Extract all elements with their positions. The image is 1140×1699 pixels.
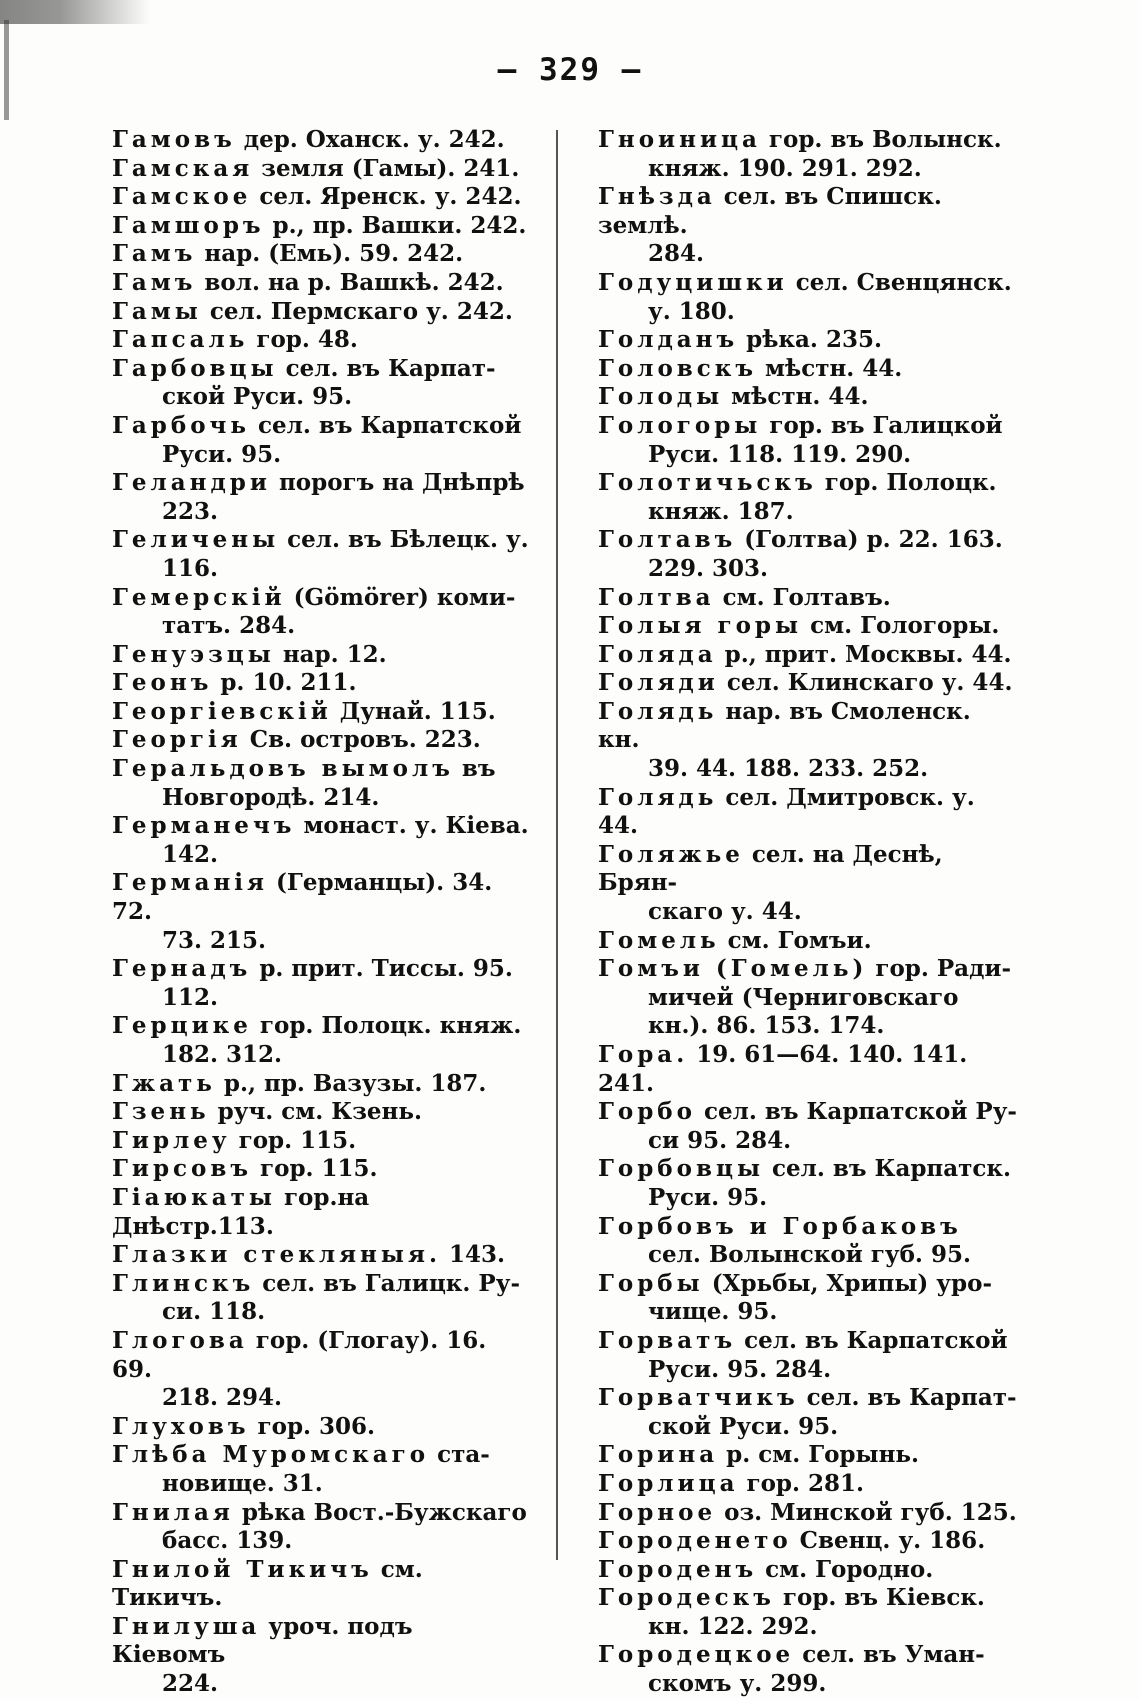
index-entry: [112, 469, 530, 526]
entry-headword: Гжать: [112, 1069, 216, 1097]
index-entry: [598, 1041, 1018, 1098]
index-entry: [112, 1241, 530, 1270]
entry-details: сел. въ Бѣлецк. у.: [279, 526, 529, 554]
left-column: [112, 126, 530, 1699]
entry-headword: Гамская: [112, 154, 254, 182]
entry-details: рѣка Вост.-Бужскаго: [233, 1498, 527, 1526]
entry-headword: Горбо: [598, 1098, 696, 1126]
index-entry: [112, 183, 530, 212]
index-entry: [598, 1499, 1018, 1528]
index-entry: [112, 869, 530, 955]
index-entry: [112, 1155, 530, 1184]
entry-headword: Городенъ: [598, 1555, 758, 1583]
entry-details: 143.: [440, 1241, 505, 1269]
entry-details: гор. (Глогау). 16. 69.: [112, 1326, 487, 1383]
entry-headword: Гнилой Тикичъ: [112, 1555, 373, 1583]
entry-continuation: кн. 122. 292.: [648, 1612, 818, 1640]
entry-headword: Геральдовъ вымолъ: [112, 755, 454, 783]
entry-continuation: Руси. 95.: [648, 1183, 768, 1211]
entry-headword: Геландри: [112, 469, 271, 497]
entry-headword: Георгія: [112, 726, 242, 754]
entry-details: р. 10. 211.: [212, 669, 357, 697]
index-entry: [112, 1441, 530, 1498]
index-entry: [598, 1584, 1018, 1641]
entry-continuation: ской Руси. 95.: [162, 383, 353, 411]
index-entry: [112, 155, 530, 184]
column-divider: [556, 130, 558, 1560]
entry-details: сел. въ Галицк. Ру-: [254, 1269, 520, 1297]
entry-headword: Голтва: [598, 583, 715, 611]
entry-headword: Гіаюкаты: [112, 1183, 276, 1211]
entry-details: см. Гомъи.: [719, 926, 872, 954]
entry-headword: Головскъ: [598, 354, 758, 382]
entry-details: гор. Полоцк. княж.: [251, 1012, 522, 1040]
index-entry: [112, 269, 530, 298]
entry-headword: Гапсаль: [112, 326, 249, 354]
entry-details: мѣстн. 44.: [723, 383, 869, 411]
entry-headword: Гамъ: [112, 268, 197, 296]
entry-continuation: Руси. 95.: [162, 440, 282, 468]
entry-continuation: 116.: [162, 554, 219, 582]
entry-details: рѣка. 235.: [738, 326, 882, 354]
entry-details: сел. Свенцянск.: [787, 268, 1012, 296]
entry-details: сел. въ Карпатской Ру-: [695, 1098, 1017, 1126]
index-entry: [598, 698, 1018, 784]
entry-details: дер. Оханск. у. 242.: [235, 126, 505, 153]
entry-details: сел. въ Уман-: [794, 1641, 985, 1669]
entry-headword: Горватчикъ: [598, 1384, 799, 1412]
entry-headword: Гнѣзда: [598, 183, 716, 211]
index-entry: [112, 1413, 530, 1442]
entry-continuation: Руси. 118. 119. 290.: [648, 440, 912, 468]
index-entry: [598, 526, 1018, 583]
entry-headword: Голяжье: [598, 840, 744, 868]
entry-details: оз. Минской губ. 125.: [716, 1498, 1017, 1526]
entry-details: сел. въ Спишск. землѣ.: [598, 183, 942, 239]
entry-details: р. см. Горынь.: [718, 1441, 920, 1469]
entry-headword: Голядь: [598, 697, 718, 725]
entry-headword: Голыя горы: [598, 612, 803, 640]
entry-headword: Гарбовцы: [112, 354, 278, 382]
entry-headword: Германечъ: [112, 812, 296, 840]
entry-headword: Голоды: [598, 383, 724, 411]
index-entry: [598, 126, 1018, 183]
index-entry: [112, 584, 530, 641]
entry-details: въ: [453, 755, 496, 783]
entry-details: см. Гологоры.: [802, 612, 1000, 640]
entry-headword: Глѣба Муромскаго: [112, 1441, 430, 1469]
entry-headword: Гологоры: [598, 411, 762, 439]
entry-details: нар. 12.: [274, 640, 387, 668]
entry-headword: Голяда: [598, 640, 717, 668]
entry-details: нар. въ Смоленск. кн.: [598, 697, 971, 754]
page-number: — 329 —: [497, 52, 643, 88]
entry-continuation: 223.: [162, 497, 219, 525]
entry-details: сел. въ Карпатск.: [764, 1155, 1012, 1183]
entry-continuation: 182. 312.: [162, 1041, 283, 1068]
entry-details: гор. въ Кіевск.: [774, 1584, 985, 1612]
index-entry: [112, 412, 530, 469]
entry-headword: Горватъ: [598, 1326, 737, 1354]
entry-details: гор. 115.: [230, 1126, 357, 1154]
entry-headword: Герцике: [112, 1012, 252, 1040]
entry-details: сел. на Деснѣ, Брян-: [598, 840, 943, 897]
entry-continuation: скомъ у. 299.: [648, 1670, 827, 1698]
entry-details: р., пр. Вашки. 242.: [264, 211, 527, 239]
right-column: [598, 126, 1018, 1699]
entry-details: см. Тикичъ.: [112, 1555, 423, 1612]
entry-headword: Геонъ: [112, 669, 213, 697]
index-entry: [598, 469, 1018, 526]
entry-headword: Гноиница: [598, 126, 761, 153]
index-entry: [598, 1327, 1018, 1384]
index-entry: [598, 1155, 1018, 1212]
entry-continuation: татъ. 284.: [162, 612, 296, 640]
entry-headword: Горбы: [598, 1269, 704, 1297]
entry-details: земля (Гамы). 241.: [253, 154, 520, 182]
index-entry: [112, 240, 530, 269]
entry-details: гор. 281.: [738, 1469, 865, 1497]
entry-headword: Голотичьскъ: [598, 469, 817, 497]
index-entry: [112, 812, 530, 869]
entry-details: (Хрьбы, Хрипы) уро-: [703, 1269, 993, 1297]
index-entry: [112, 212, 530, 241]
entry-continuation: мичей (Черниговскаго кн.). 86. 153. 174.: [648, 983, 959, 1040]
entry-headword: Голяди: [598, 669, 719, 697]
index-entry: [598, 612, 1018, 641]
index-entry: [598, 1098, 1018, 1155]
entry-details: р., пр. Вазузы. 187.: [215, 1069, 487, 1097]
entry-continuation: сел. Волынской губ. 95.: [648, 1241, 971, 1269]
index-entry: [112, 698, 530, 727]
index-entry: [112, 526, 530, 583]
entry-details: р., прит. Москвы. 44.: [716, 640, 1012, 668]
index-entry: [598, 1641, 1018, 1698]
index-entry: [112, 641, 530, 670]
entry-headword: Годуцишки: [598, 268, 788, 296]
entry-details: сел. Яренск. у. 242.: [251, 183, 522, 211]
index-entry: [112, 1327, 530, 1413]
entry-headword: Голядь: [598, 783, 718, 811]
entry-headword: Гемерскій: [112, 583, 286, 611]
entry-continuation: скаго у. 44.: [648, 898, 802, 926]
index-entry: [598, 641, 1018, 670]
entry-details: см. Голтавъ.: [714, 583, 891, 611]
entry-details: сел. въ Карпат-: [277, 354, 496, 382]
entry-details: Св. островъ. 223.: [241, 726, 481, 754]
entry-details: мѣстн. 44.: [757, 354, 903, 382]
index-entry: [598, 412, 1018, 469]
entry-details: ста-: [429, 1441, 490, 1469]
entry-headword: Глуховъ: [112, 1412, 250, 1440]
entry-continuation: ской Руси. 95.: [648, 1412, 839, 1440]
entry-headword: Германія: [112, 869, 269, 897]
entry-headword: Гнилуша: [112, 1612, 261, 1640]
entry-details: нар. (Емь). 59. 242.: [196, 240, 464, 268]
scan-smudge: [0, 0, 150, 24]
index-entry: [112, 1556, 530, 1613]
entry-headword: Гзень: [112, 1098, 210, 1126]
entry-headword: Голданъ: [598, 326, 739, 354]
entry-headword: Гамы: [112, 297, 202, 325]
index-entry: [598, 1213, 1018, 1270]
entry-continuation: 284.: [648, 240, 705, 268]
entry-continuation: 218. 294.: [162, 1384, 283, 1412]
entry-headword: Гомъи (Гомель): [598, 955, 868, 983]
entry-headword: Гнилая: [112, 1498, 234, 1526]
index-entry: [112, 755, 530, 812]
entry-details: гор. 48.: [248, 326, 358, 354]
index-entry: [598, 355, 1018, 384]
index-entry: [112, 1270, 530, 1327]
index-entry: [112, 1070, 530, 1099]
entry-headword: Глогова: [112, 1326, 248, 1354]
index-entry: [598, 1270, 1018, 1327]
entry-details: см. Городно.: [757, 1555, 934, 1583]
index-entry: [112, 126, 530, 155]
entry-headword: Городенето: [598, 1527, 792, 1555]
entry-headword: Гирлеу: [112, 1126, 231, 1154]
entry-continuation: 229. 303.: [648, 554, 769, 582]
entry-details: гор. 306.: [249, 1412, 376, 1440]
entry-headword: Голтавъ: [598, 526, 737, 554]
entry-details: гор. въ Волынск.: [760, 126, 1002, 153]
entry-headword: Гамъ: [112, 240, 197, 268]
entry-headword: Гарбочь: [112, 411, 250, 439]
entry-continuation: княж. 187.: [648, 497, 794, 525]
entry-headword: Гамшоръ: [112, 211, 265, 239]
entry-details: (Германцы). 34. 72.: [112, 869, 493, 926]
entry-headword: Горное: [598, 1498, 717, 1526]
index-entry: [598, 269, 1018, 326]
entry-details: р. прит. Тиссы. 95.: [251, 955, 513, 983]
entry-headword: Глинскъ: [112, 1269, 255, 1297]
index-entry: [598, 183, 1018, 269]
entry-continuation: княж. 190. 291. 292.: [648, 154, 922, 182]
entry-continuation: си. 118.: [162, 1298, 266, 1326]
entry-headword: Городецкое: [598, 1641, 795, 1669]
entry-details: сел. въ Карпатской: [250, 411, 522, 439]
index-entry: [598, 383, 1018, 412]
entry-details: руч. см. Кзень.: [209, 1098, 422, 1126]
entry-continuation: басс. 139.: [162, 1527, 293, 1555]
entry-headword: Горбовъ и Горбаковъ: [598, 1212, 962, 1240]
entry-details: сел. Клинскаго у. 44.: [718, 669, 1013, 697]
entry-continuation: Новгородѣ. 214.: [162, 783, 380, 811]
entry-details: Дунай. 115.: [331, 697, 496, 725]
entry-continuation: си 95. 284.: [648, 1126, 792, 1154]
index-entry: [598, 584, 1018, 613]
entry-details: уроч. подъ Кіевомъ: [112, 1612, 413, 1669]
entry-details: гор. 115.: [252, 1155, 378, 1183]
entry-headword: Гернадъ: [112, 955, 252, 983]
index-entry: [598, 784, 1018, 841]
entry-headword: Городескъ: [598, 1584, 775, 1612]
entry-continuation: 112.: [162, 983, 219, 1011]
index-entry: [598, 1384, 1018, 1441]
entry-continuation: у. 180.: [648, 297, 735, 325]
entry-continuation: новище. 31.: [162, 1469, 323, 1497]
index-entry: [598, 326, 1018, 355]
index-entry: [112, 1613, 530, 1699]
entry-headword: Гирсовъ: [112, 1155, 252, 1183]
index-entry: [598, 1470, 1018, 1499]
entry-continuation: 39. 44. 188. 233. 252.: [648, 755, 929, 783]
index-entry: [112, 355, 530, 412]
entry-details: гор. Ради-: [867, 955, 1012, 983]
index-entry: [112, 955, 530, 1012]
index-entry: [112, 1499, 530, 1556]
entry-details: гор.на Днѣстр.113.: [112, 1183, 370, 1240]
index-entry: [112, 1184, 530, 1241]
entry-details: сел. Дмитровск. у. 44.: [598, 783, 975, 840]
entry-headword: Горбовцы: [598, 1155, 765, 1183]
entry-details: порогъ на Днѣпрѣ: [270, 469, 525, 497]
entry-details: сел. Пермскаго у. 242.: [201, 297, 513, 325]
index-entry: [598, 927, 1018, 956]
entry-continuation: 142.: [162, 840, 219, 868]
entry-headword: Гомель: [598, 926, 720, 954]
index-entry: [598, 1556, 1018, 1585]
entry-headword: Георгіевскій: [112, 697, 332, 725]
entry-continuation: Руси. 95. 284.: [648, 1355, 832, 1383]
entry-headword: Гора.: [598, 1041, 689, 1068]
entry-headword: Гамовъ: [112, 126, 236, 153]
entry-details: (Gömörer) коми-: [285, 583, 516, 611]
entry-headword: Горина: [598, 1441, 719, 1469]
entry-details: Свенц. у. 186.: [791, 1527, 986, 1555]
entry-details: сел. въ Карпат-: [798, 1384, 1017, 1412]
index-entry: [112, 1012, 530, 1069]
entry-details: гор. Полоцк.: [816, 469, 997, 497]
index-entry: [112, 298, 530, 327]
entry-details: вол. на р. Вашкѣ. 242.: [196, 268, 504, 296]
entry-details: гор. въ Галицкой: [761, 411, 1003, 439]
index-entry: [598, 841, 1018, 927]
index-entry: [112, 726, 530, 755]
entry-headword: Гамское: [112, 183, 252, 211]
entry-headword: Генуэзцы: [112, 640, 275, 668]
entry-details: монаст. у. Кіева.: [295, 812, 529, 840]
entry-continuation: 224.: [162, 1670, 219, 1698]
index-entry: [598, 1527, 1018, 1556]
entry-headword: Горлица: [598, 1469, 739, 1497]
index-entry: [598, 1441, 1018, 1470]
index-entry: [598, 955, 1018, 1041]
entry-details: 19. 61—64. 140. 141. 241.: [598, 1041, 968, 1097]
entry-details: сел. въ Карпатской: [736, 1326, 1008, 1354]
index-entry: [112, 1127, 530, 1156]
index-entry: [598, 669, 1018, 698]
index-entry: [112, 669, 530, 698]
entry-headword: Геличены: [112, 526, 280, 554]
entry-continuation: чище. 95.: [648, 1298, 778, 1326]
index-entry: [112, 326, 530, 355]
index-entry: [112, 1098, 530, 1127]
entry-continuation: 73. 215.: [162, 926, 267, 954]
entry-headword: Глазки стекляныя.: [112, 1241, 441, 1269]
entry-details: (Голтва) р. 22. 163.: [736, 526, 1003, 554]
